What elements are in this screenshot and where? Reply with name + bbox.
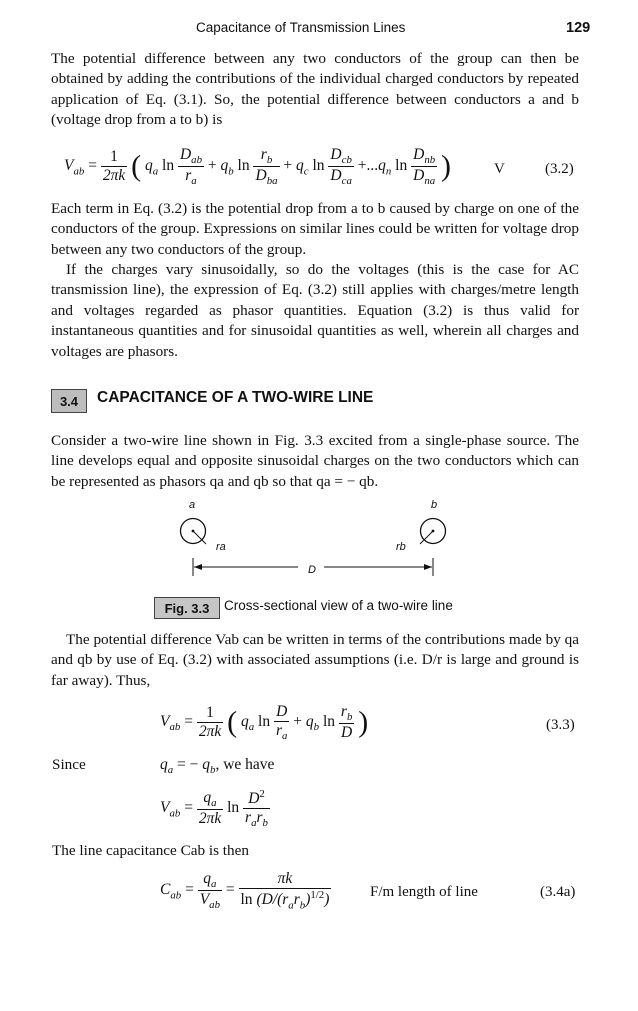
paragraph-1: The potential difference between any two conductors of the group can then be obtained by adding the contributions of the individual charged conductors by repeated application of Eq. (3.1). So, the potential difference between conductors a and b (voltage drop from a to b) is — [51, 50, 579, 129]
figure-caption: Cross-sectional view of a two-wire line — [224, 598, 453, 613]
label-rb: rb — [396, 541, 406, 553]
running-header-title: Capacitance of Transmission Lines — [196, 20, 406, 35]
eq-3-2-number: (3.2) — [545, 161, 574, 177]
equation-3-2: $V_{ab}$ = $\frac{1}{2\pi k}$ ( $q_a$ ln $\frac{D_{ab}}{r_a}$ + $q_b$ ln $\frac{r_b}{D_{ba}}$ + $q_c$ ln $\frac{D_{cb}}{D_{ca}}$ $+...q_n$ ln $\frac{D_{nb}}{D_{na}}$ ) — [64, 146, 452, 188]
line-capacitance-intro: The line capacitance Cab is then — [52, 842, 249, 859]
equation-3-4a: $C_{ab}$ = $\frac{q_a}{V_{ab}}$ = $\frac{\pi k}{\ln (D/(r_ar_b)^{1/2})}$ — [160, 870, 330, 912]
we-have-label: we have — [223, 756, 275, 773]
label-a: a — [189, 499, 196, 511]
condition-qa-equals-minus-qb: $q_a$ = − $q_b$, we have — [160, 756, 275, 777]
label-b: b — [431, 499, 438, 511]
label-D: D — [308, 564, 316, 576]
eq-3-3-number: (3.3) — [546, 717, 575, 733]
two-wire-line-figure — [150, 494, 470, 594]
paragraph-5: The potential difference Vab can be written in terms of the contributions made by qa and qb by use of Eq. (3.2) with associated assumptions (i.e. D/r is large and ground is far away). Thus, — [51, 631, 579, 689]
page-number: 129 — [566, 20, 591, 36]
equation-vab-simplified: $V_{ab}$ = $\frac{q_a}{2\pi k}$ ln $\frac{D^2}{r_ar_b}$ — [160, 788, 268, 830]
label-ra: ra — [216, 541, 226, 553]
eq-3-4a-unit: F/m length of line — [370, 884, 478, 900]
paragraph-2: Each term in Eq. (3.2) is the potential drop from a to b caused by charge on one of the conductors of the group. Expressions on similar lines could be written for voltage drop between any two conductors of the group. — [51, 200, 579, 258]
equation-3-3: $V_{ab}$ = $\frac{1}{2\pi k}$ ( $q_a$ ln $\frac{D}{r_a}$ + $q_b$ ln $\frac{r_b}{D}$ ) — [160, 703, 369, 743]
eq-3-4a-number: (3.4a) — [540, 884, 576, 900]
section-number: 3.4 — [51, 389, 87, 413]
paragraph-3: If the charges vary sinusoidally, so do the voltages (this is the case for AC transmission line), the expression of Eq. (3.2) still applies with charges/metre length and voltages regarded as phasor quantities. Equation (3.2) is thus valid for instantaneous quantities and for sinusoidal quantities as well, wherein all charges and voltages are phasors. — [51, 261, 579, 360]
paragraph-4: Consider a two-wire line shown in Fig. 3.3 excited from a single-phase source. The line develops equal and opposite sinusoidal charges on the two conductors which can be represented as phasors qa and qb so that qa = − qb. — [51, 432, 579, 490]
section-title: CAPACITANCE OF A TWO-WIRE LINE — [97, 389, 374, 406]
since-label: Since — [52, 756, 86, 773]
figure-tag: Fig. 3.3 — [154, 597, 220, 619]
eq-3-2-unit: V — [494, 161, 505, 177]
